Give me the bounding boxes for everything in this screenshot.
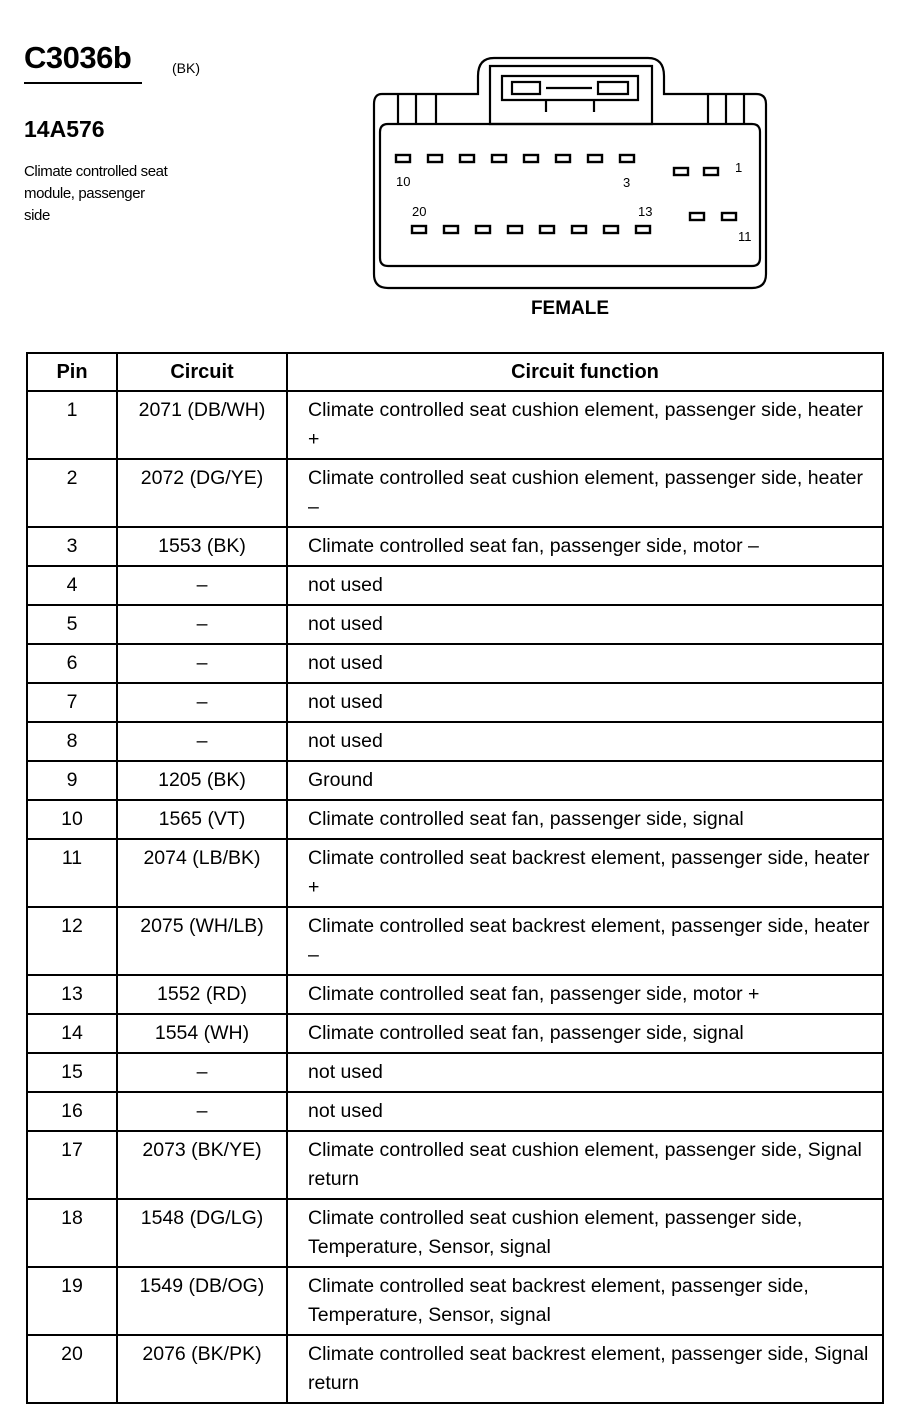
function-cell: not used bbox=[287, 644, 883, 683]
header-circuit: Circuit bbox=[117, 353, 287, 391]
table-row bbox=[27, 644, 883, 683]
circuit-cell: 1554 (WH) bbox=[117, 1014, 287, 1053]
table-header-row bbox=[27, 353, 883, 391]
pin-label-11: 11 bbox=[738, 229, 752, 244]
function-cell: not used bbox=[287, 605, 883, 644]
circuit-cell: 1548 (DG/LG) bbox=[117, 1199, 287, 1267]
pin-label-3: 3 bbox=[623, 175, 631, 190]
circuit-cell: 1552 (RD) bbox=[117, 975, 287, 1014]
pin-cell: 18 bbox=[27, 1199, 117, 1267]
table-row bbox=[27, 459, 883, 527]
function-cell: not used bbox=[287, 1092, 883, 1131]
circuit-cell: – bbox=[117, 605, 287, 644]
pin-cell: 6 bbox=[27, 644, 117, 683]
circuit-cell: 1553 (BK) bbox=[117, 527, 287, 566]
part-number: 14A576 bbox=[24, 116, 105, 142]
pin-cell: 7 bbox=[27, 683, 117, 722]
connector-id: C3036b bbox=[24, 40, 132, 75]
table-row bbox=[27, 683, 883, 722]
table-row bbox=[27, 1092, 883, 1131]
title-underline bbox=[24, 82, 142, 84]
table-row bbox=[27, 566, 883, 605]
pin-cell: 13 bbox=[27, 975, 117, 1014]
function-cell: not used bbox=[287, 1053, 883, 1092]
circuit-cell: 1205 (BK) bbox=[117, 761, 287, 800]
pin-label-20: 20 bbox=[412, 204, 427, 219]
connector-color: (BK) bbox=[172, 60, 200, 76]
circuit-cell: 1565 (VT) bbox=[117, 800, 287, 839]
function-cell: Climate controlled seat fan, passenger side, signal bbox=[287, 1014, 883, 1053]
circuit-cell: – bbox=[117, 1092, 287, 1131]
connector-face-outline bbox=[380, 124, 760, 266]
function-cell: Climate controlled seat cushion element, passenger side, Signal return bbox=[287, 1131, 883, 1199]
circuit-cell: 2072 (DG/YE) bbox=[117, 459, 287, 527]
table-row bbox=[27, 1131, 883, 1199]
pin-label-10: 10 bbox=[396, 174, 411, 189]
table-row bbox=[27, 907, 883, 975]
pin-cell: 14 bbox=[27, 1014, 117, 1053]
function-cell: Climate controlled seat backrest element, passenger side, Signal return bbox=[287, 1335, 883, 1403]
function-cell: not used bbox=[287, 722, 883, 761]
gender-label: FEMALE bbox=[530, 298, 610, 319]
table-row bbox=[27, 527, 883, 566]
pin-cell: 9 bbox=[27, 761, 117, 800]
table-row bbox=[27, 975, 883, 1014]
circuit-cell: 2074 (LB/BK) bbox=[117, 839, 287, 907]
pin-cell: 12 bbox=[27, 907, 117, 975]
circuit-cell: – bbox=[117, 566, 287, 605]
connector-description: Climate controlled seat module, passenger side bbox=[24, 163, 168, 224]
table-row bbox=[27, 1267, 883, 1335]
function-cell: Climate controlled seat fan, passenger side, motor – bbox=[287, 527, 883, 566]
function-cell: Climate controlled seat cushion element, passenger side, heater + bbox=[287, 391, 883, 459]
function-cell: Ground bbox=[287, 761, 883, 800]
connector-header bbox=[24, 40, 200, 76]
table-row bbox=[27, 839, 883, 907]
table-row bbox=[27, 1014, 883, 1053]
pin-cell: 8 bbox=[27, 722, 117, 761]
circuit-cell: – bbox=[117, 644, 287, 683]
function-cell: Climate controlled seat fan, passenger side, motor + bbox=[287, 975, 883, 1014]
function-cell: Climate controlled seat backrest element, passenger side, heater + bbox=[287, 839, 883, 907]
pin-cell: 20 bbox=[27, 1335, 117, 1403]
pin-cell: 15 bbox=[27, 1053, 117, 1092]
table-row bbox=[27, 761, 883, 800]
circuit-cell: – bbox=[117, 683, 287, 722]
pin-label-13: 13 bbox=[638, 204, 653, 219]
pinout-table bbox=[26, 352, 884, 1404]
circuit-cell: 2073 (BK/YE) bbox=[117, 1131, 287, 1199]
circuit-cell: 2076 (BK/PK) bbox=[117, 1335, 287, 1403]
pin-label-1: 1 bbox=[735, 160, 743, 175]
pin-cell: 4 bbox=[27, 566, 117, 605]
pin-cell: 5 bbox=[27, 605, 117, 644]
function-cell: Climate controlled seat backrest element, passenger side, Temperature, Sensor, signal bbox=[287, 1267, 883, 1335]
pin-cell: 19 bbox=[27, 1267, 117, 1335]
function-cell: Climate controlled seat cushion element, passenger side, Temperature, Sensor, signal bbox=[287, 1199, 883, 1267]
header-circuit-function: Circuit function bbox=[287, 353, 883, 391]
pin-cell: 1 bbox=[27, 391, 117, 459]
pin-cell: 16 bbox=[27, 1092, 117, 1131]
pin-cavities bbox=[396, 155, 736, 233]
function-cell: Climate controlled seat backrest element, passenger side, heater – bbox=[287, 907, 883, 975]
connector-diagram bbox=[370, 52, 770, 292]
pin-cell: 10 bbox=[27, 800, 117, 839]
circuit-cell: 2071 (DB/WH) bbox=[117, 391, 287, 459]
function-cell: not used bbox=[287, 566, 883, 605]
pinout-table-body bbox=[27, 391, 883, 1403]
function-cell: Climate controlled seat fan, passenger side, signal bbox=[287, 800, 883, 839]
table-row bbox=[27, 1053, 883, 1092]
function-cell: not used bbox=[287, 683, 883, 722]
circuit-cell: – bbox=[117, 1053, 287, 1092]
header-pin: Pin bbox=[27, 353, 117, 391]
table-row bbox=[27, 605, 883, 644]
circuit-cell: 2075 (WH/LB) bbox=[117, 907, 287, 975]
table-row bbox=[27, 722, 883, 761]
pin-cell: 17 bbox=[27, 1131, 117, 1199]
circuit-cell: – bbox=[117, 722, 287, 761]
circuit-cell: 1549 (DB/OG) bbox=[117, 1267, 287, 1335]
table-row bbox=[27, 1335, 883, 1403]
pin-cell: 2 bbox=[27, 459, 117, 527]
pin-cell: 3 bbox=[27, 527, 117, 566]
table-row bbox=[27, 391, 883, 459]
function-cell: Climate controlled seat cushion element, passenger side, heater – bbox=[287, 459, 883, 527]
table-row bbox=[27, 1199, 883, 1267]
pin-cell: 11 bbox=[27, 839, 117, 907]
table-row bbox=[27, 800, 883, 839]
